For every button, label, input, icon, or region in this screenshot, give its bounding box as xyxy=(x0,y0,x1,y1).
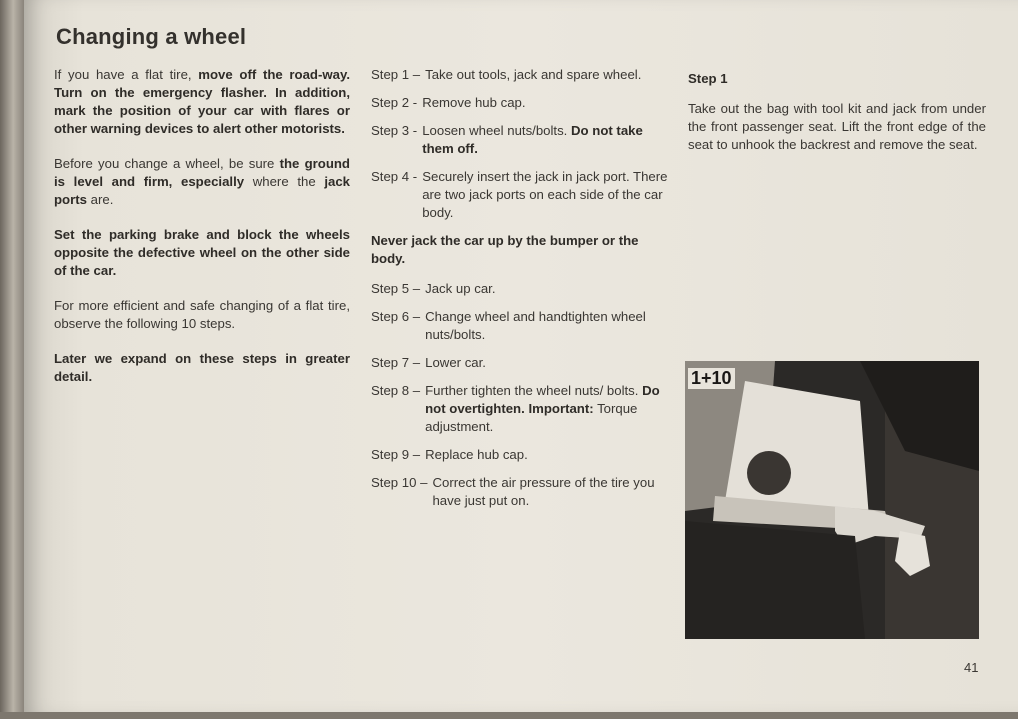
step-label: Step 4 - xyxy=(371,169,418,184)
step-description-text: Lower car. xyxy=(425,355,486,370)
page-number: 41 xyxy=(964,660,979,675)
step-description xyxy=(422,94,669,112)
intro-paragraph-text: Before you change a wheel, be sure xyxy=(54,156,280,171)
step-description-bold-text: Do not take them off. xyxy=(422,123,643,156)
step-label: Step 2 - xyxy=(371,95,418,110)
intro-paragraph-3 xyxy=(54,226,350,280)
step-label: Step 8 – xyxy=(371,383,421,398)
step-description xyxy=(425,382,669,436)
intro-paragraph-bold-text: Set the parking brake and block the wheels opposite the defective wheel on the other side of the car. xyxy=(54,227,350,278)
intro-paragraph-text: where the xyxy=(244,174,325,189)
intro-paragraph-text: For more efficient and safe changing of a flat tire, observe the following 10 steps. xyxy=(54,298,350,331)
step-item xyxy=(371,66,669,84)
step-description xyxy=(425,280,669,298)
intro-paragraph-bold-text: move off the road-way. Turn on the emergency flasher. In addition, mark the position of your car with flares or other warning devices to alert other motorists. xyxy=(54,67,350,136)
step-description-text: Securely insert the jack in jack port. There are two jack ports on each side of the car body. xyxy=(422,169,668,220)
step-label: Step 3 - xyxy=(371,123,418,138)
step-description-text: Remove hub cap. xyxy=(422,95,526,110)
step-description-text: Torque adjustment. xyxy=(425,401,638,434)
step-description-text: Loosen wheel nuts/bolts. xyxy=(422,123,572,138)
step-description xyxy=(425,354,669,372)
intro-paragraph-2 xyxy=(54,155,350,209)
steps-column xyxy=(371,66,669,520)
intro-paragraph-text: are. xyxy=(86,192,114,207)
manual-page xyxy=(24,0,1018,712)
step-description xyxy=(422,168,669,222)
step-label: Step 7 – xyxy=(371,355,421,370)
seat-removal-photo xyxy=(685,361,979,639)
step-label: Step 6 – xyxy=(371,309,421,324)
step-item xyxy=(371,168,669,222)
step-description xyxy=(432,474,669,510)
step-label: Step 1 – xyxy=(371,67,421,82)
intro-column xyxy=(54,66,350,403)
step-description-text: Jack up car. xyxy=(425,281,496,296)
intro-paragraph-4 xyxy=(54,297,350,333)
page-title: Changing a wheel xyxy=(56,24,247,49)
step-item xyxy=(371,94,669,112)
intro-paragraph-bold-text: Later we expand on these steps in greater detail. xyxy=(54,351,350,384)
step-label: Step 5 – xyxy=(371,281,421,296)
intro-paragraph-1 xyxy=(54,66,350,138)
step-description xyxy=(425,308,669,344)
intro-paragraph-bold-text: the ground is level and firm, especially xyxy=(54,156,350,189)
step-description-bold-text: Do not overtighten. xyxy=(425,383,660,416)
intro-paragraph-5 xyxy=(54,350,350,386)
step-description-text: Correct the air pressure of the tire you have just put on. xyxy=(432,475,655,508)
step-description-text: Further tighten the wheel nuts/ bolts. xyxy=(425,383,643,398)
step-item xyxy=(371,308,669,344)
step1-text: Take out the bag with tool kit and jack from under the front passenger seat. Lift the front edge of the seat to unhook the backrest and remove the seat. xyxy=(688,101,986,152)
step-description-text: Replace hub cap. xyxy=(425,447,528,462)
page-bottom-edge xyxy=(0,712,1018,719)
step-label: Step 9 – xyxy=(371,447,421,462)
photo-step-tag: 1+10 xyxy=(688,368,735,389)
step-description-text: Take out tools, jack and spare wheel. xyxy=(425,67,642,82)
step-description-text: Change wheel and handtighten wheel nuts/bolts. xyxy=(425,309,646,342)
step-item xyxy=(371,446,669,464)
step1-detail-column xyxy=(688,70,986,154)
step-item xyxy=(371,474,669,510)
binding-edge xyxy=(0,0,24,719)
step-description-bold-text: Important: xyxy=(528,401,594,416)
step1-heading: Step 1 xyxy=(688,71,728,86)
step-description xyxy=(422,122,669,158)
step-description xyxy=(425,446,669,464)
step-item xyxy=(371,122,669,158)
seat-photo-illustration xyxy=(685,361,979,639)
intro-paragraph-bold-text: jack ports xyxy=(54,174,350,207)
step-label: Step 10 – xyxy=(371,475,428,490)
step-description xyxy=(425,66,669,84)
step-item xyxy=(371,382,669,436)
intro-paragraph-text: If you have a flat tire, xyxy=(54,67,199,82)
step-item xyxy=(371,280,669,298)
step-item xyxy=(371,354,669,372)
jacking-warning: Never jack the car up by the bumper or the body. xyxy=(371,233,639,266)
